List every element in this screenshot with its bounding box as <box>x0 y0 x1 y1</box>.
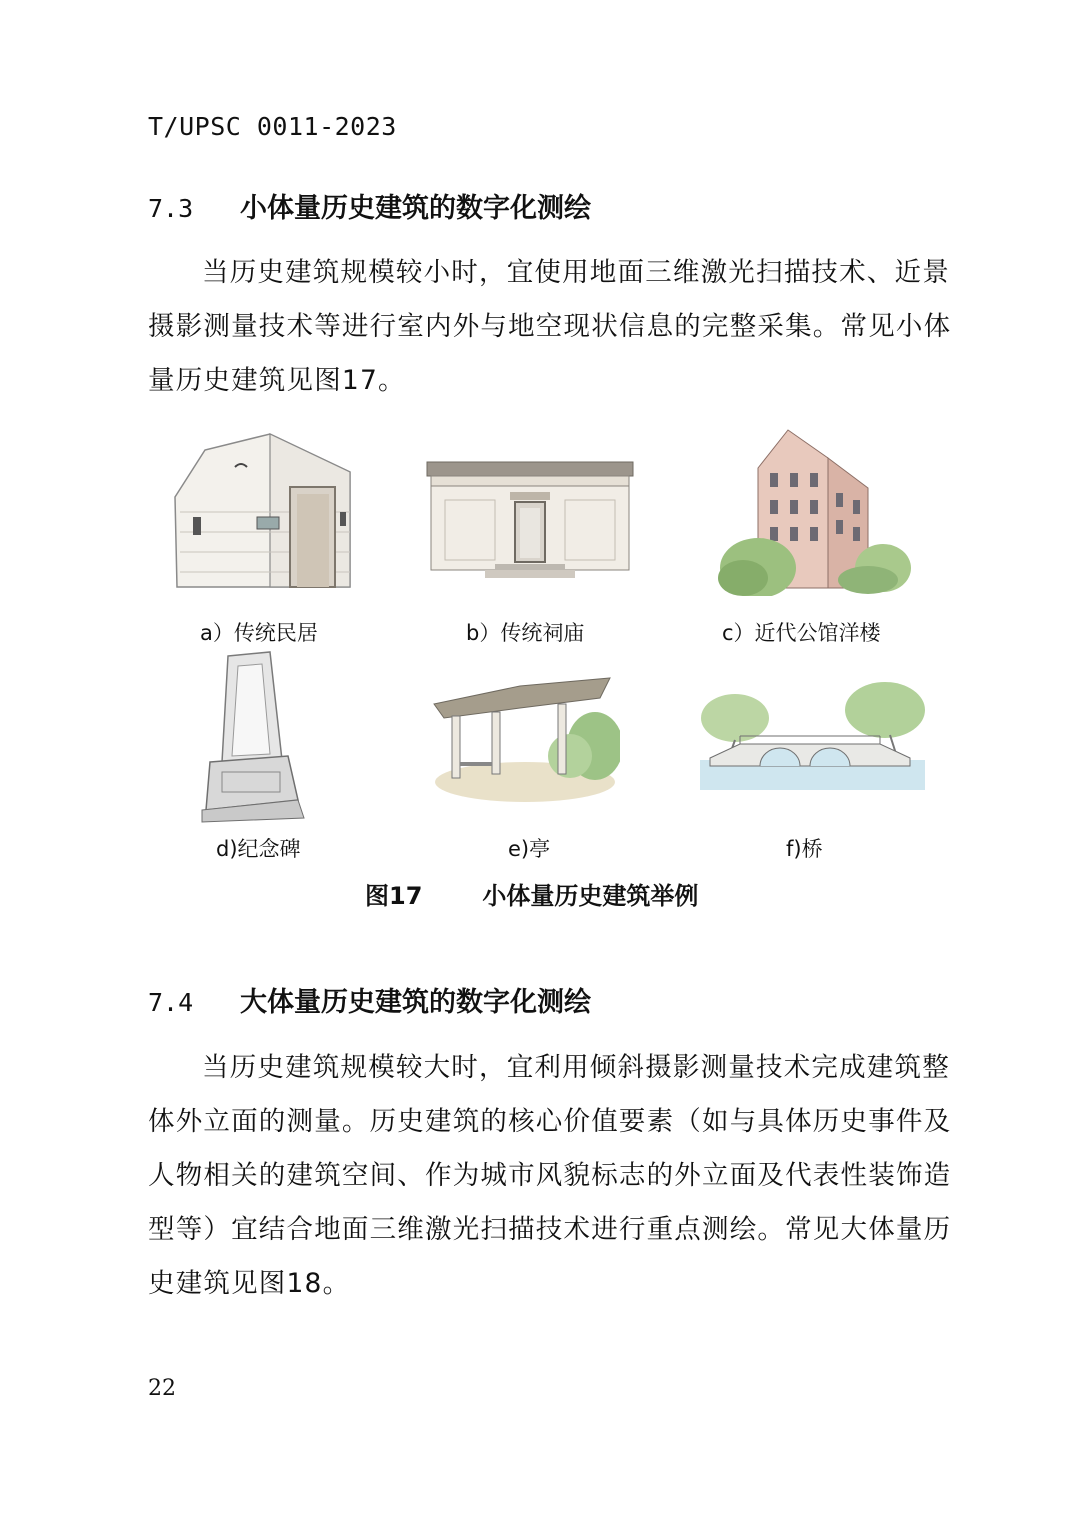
section-heading-7-3 <box>148 186 591 225</box>
pavilion-icon <box>430 676 620 804</box>
paragraph-line: 型等）宜结合地面三维激光扫描技术进行重点测绘。常见大体量历 <box>148 1214 952 1245</box>
figure-caption-b: b）传统祠庙 <box>466 621 585 645</box>
figure-caption-e: e)亭 <box>508 837 551 861</box>
monument-icon <box>200 650 310 825</box>
modern-villa-icon <box>718 428 913 596</box>
paragraph-line: 量历史建筑见图17。 <box>148 365 406 396</box>
paragraph-line: 人物相关的建筑空间、作为城市风貌标志的外立面及代表性装饰造 <box>148 1160 952 1191</box>
traditional-house-icon <box>165 432 365 592</box>
figure-title-text: 小体量历史建筑举例 <box>482 882 699 910</box>
paragraph-line: 史建筑见图18。 <box>148 1268 351 1299</box>
section-number: 7.4 <box>148 988 194 1017</box>
bridge-icon <box>700 680 925 790</box>
paragraph-line: 体外立面的测量。历史建筑的核心价值要素（如与具体历史事件及 <box>148 1106 952 1137</box>
paragraph-line: 当历史建筑规模较大时，宜利用倾斜摄影测量技术完成建筑整 <box>202 1052 950 1083</box>
figure-number: 图17 <box>365 882 423 910</box>
figure-caption-a: a）传统民居 <box>200 621 318 645</box>
figure-caption-d: d)纪念碑 <box>216 837 301 861</box>
paragraph-line: 当历史建筑规模较小时，宜使用地面三维激光扫描技术、近景 <box>202 257 950 288</box>
standard-code: T/UPSC 0011-2023 <box>148 112 397 141</box>
section-title: 小体量历史建筑的数字化测绘 <box>240 193 591 224</box>
section-title: 大体量历史建筑的数字化测绘 <box>240 987 591 1018</box>
section-heading-7-4 <box>148 980 591 1019</box>
figure-title <box>365 876 698 911</box>
page-number: 22 <box>148 1376 176 1401</box>
figure-caption-c: c）近代公馆洋楼 <box>722 621 881 645</box>
section-7-3-paragraph <box>148 246 952 408</box>
figure-caption-f: f)桥 <box>786 837 823 861</box>
section-7-4-paragraph <box>148 1041 952 1311</box>
section-number: 7.3 <box>148 194 194 223</box>
ancestral-temple-icon <box>425 460 635 582</box>
paragraph-line: 摄影测量技术等进行室内外与地空现状信息的完整采集。常见小体 <box>148 311 952 342</box>
